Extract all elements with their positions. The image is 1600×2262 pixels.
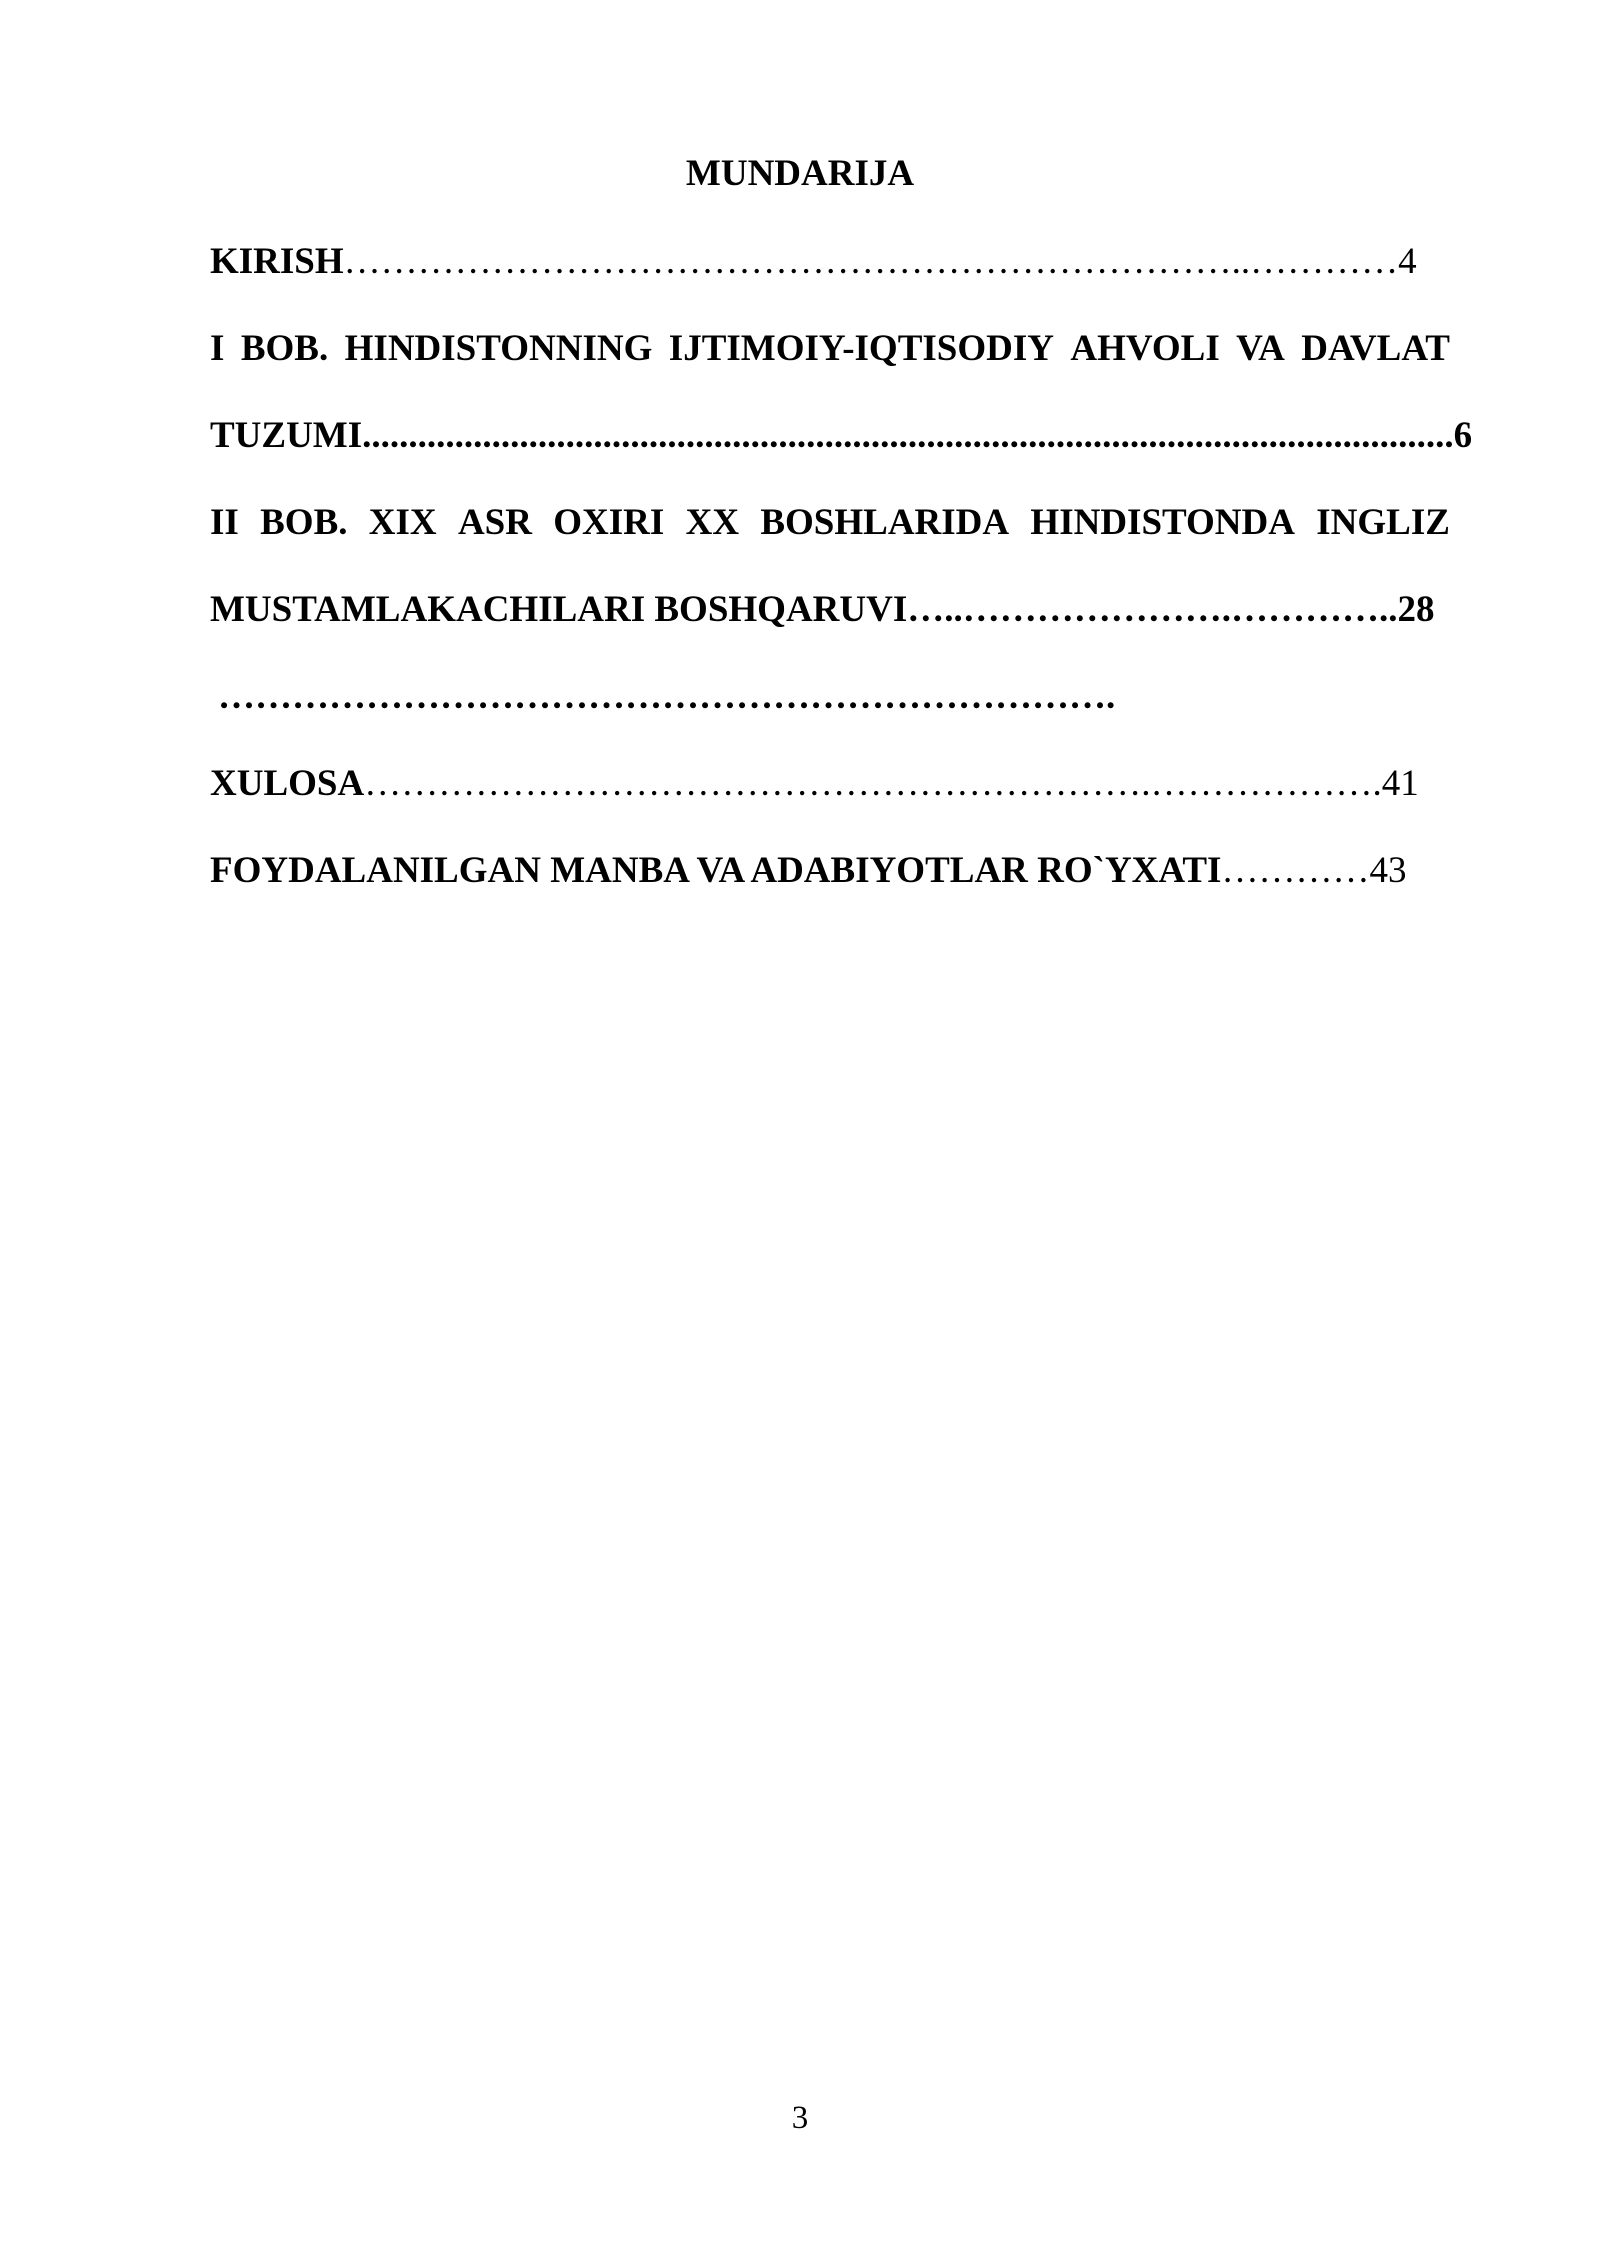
toc-leader-dots: ……………………………………………………….……………….: [364, 763, 1382, 804]
toc-word: XIX: [368, 502, 437, 543]
toc-title: MUNDARIJA: [685, 153, 915, 194]
toc-word: I: [210, 328, 225, 369]
toc-page-number: 4: [1398, 241, 1417, 282]
toc-leader-dots: ………………………………………………………………..…………: [343, 241, 1399, 282]
toc-word: BOSHLARIDA: [760, 502, 1010, 543]
toc-word: BOB.: [260, 502, 348, 543]
toc-word: OXIRI: [553, 502, 665, 543]
toc-word: AHVOLI: [1070, 328, 1220, 369]
toc-entry-bob1-line2: TUZUMI......................................................................................................................6: [210, 415, 1473, 456]
toc-entry-bob1-line1: [210, 327, 1450, 371]
toc-word: DAVLAT: [1301, 328, 1450, 369]
toc-leader-dots: …………: [1221, 850, 1370, 891]
toc-page-number: 43: [1369, 850, 1407, 891]
toc-word: BOB.: [240, 328, 329, 369]
page-number: 3: [791, 2100, 809, 2136]
toc-entry-label: FOYDALANILGAN MANBA VA ADABIYOTLAR RO`YXATI: [210, 850, 1222, 891]
toc-word: HINDISTONNING: [344, 328, 653, 369]
toc-entry-label: KIRISH: [210, 241, 344, 282]
toc-entry-label: XULOSA: [210, 763, 365, 804]
toc-word: ASR: [457, 502, 532, 543]
toc-page-number: 41: [1381, 763, 1419, 804]
toc-word: HINDISTONDA: [1030, 502, 1295, 543]
toc-entry-xulosa: [210, 762, 1450, 806]
toc-dots-line: ……………………………………………………………….: [218, 676, 1116, 717]
toc-entry-bob2-line2: MUSTAMLAKACHILARI BOSHQARUVI…..………………….…………..28: [210, 589, 1435, 630]
toc-entry-manbalar: [210, 849, 1450, 893]
toc-word: II: [210, 502, 239, 543]
toc-word: INGLIZ: [1316, 502, 1450, 543]
toc-word: VA: [1236, 328, 1285, 369]
toc-entry-bob2-line1: [210, 501, 1450, 545]
toc-entry-kirish: [210, 240, 1450, 284]
toc-word: IJTIMOIY-IQTISODIY: [668, 328, 1054, 369]
toc-word: XX: [685, 502, 740, 543]
